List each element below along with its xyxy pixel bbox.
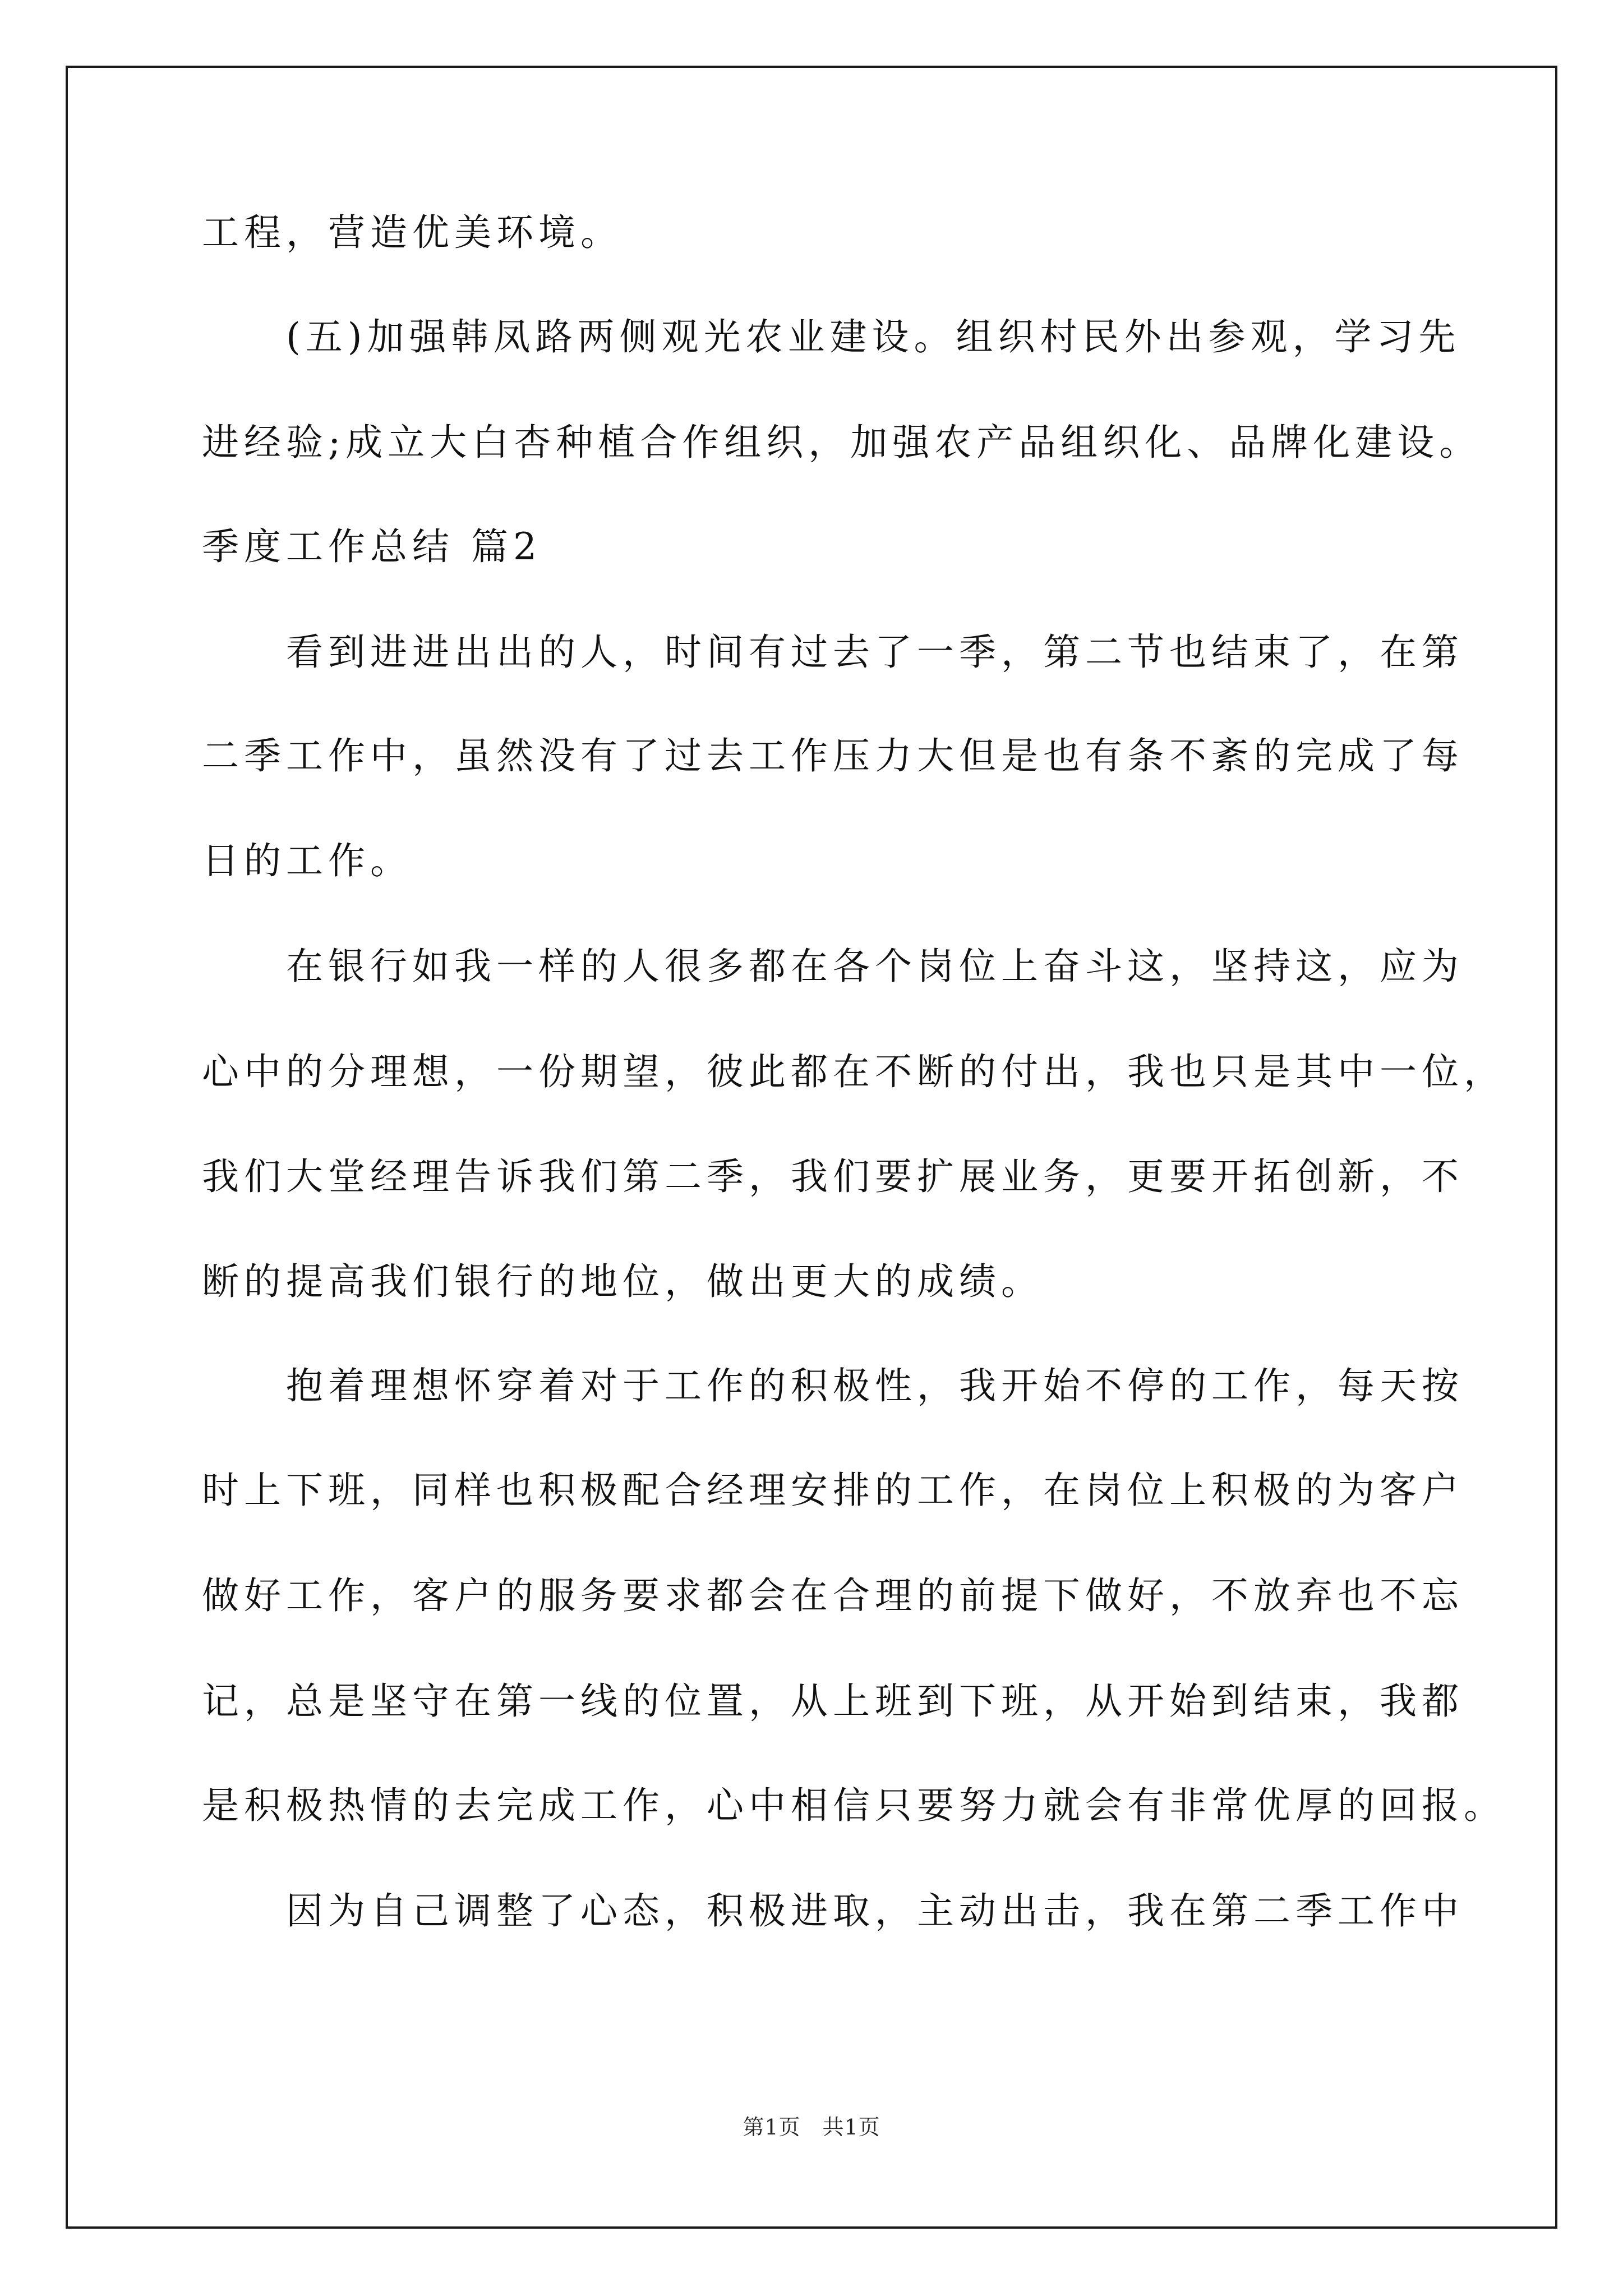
paragraph-line: 抱着理想怀穿着对于工作的积极性，我开始不停的工作，每天按 <box>286 1364 1464 1407</box>
paragraph-line: 是积极热情的去完成工作，心中相信只要努力就会有非常优厚的回报。 <box>202 1784 1506 1827</box>
paragraph-line: 记，总是坚守在第一线的位置，从上班到下班，从开始到结束，我都 <box>202 1680 1464 1723</box>
paragraph-line: 做好工作，客户的服务要求都会在合理的前提下做好，不放弃也不忘 <box>202 1574 1464 1617</box>
paragraph-line: 二季工作中，虽然没有了过去工作压力大但是也有条不紊的完成了每 <box>202 734 1464 777</box>
paragraph-line: 工程，营造优美环境。 <box>202 211 623 254</box>
section-heading: 季度工作总结 篇2 <box>202 525 542 568</box>
paragraph-line: 我们大堂经理告诉我们第二季，我们要扩展业务，更要开拓创新，不 <box>202 1155 1464 1198</box>
page-number-footer: 第1页 共1页 <box>743 2115 880 2139</box>
paragraph-line: 在银行如我一样的人很多都在各个岗位上奋斗这，坚持这，应为 <box>286 945 1464 988</box>
paragraph-line: 心中的分理想，一份期望，彼此都在不断的付出，我也只是其中一位， <box>202 1050 1506 1093</box>
paragraph-line: 因为自己调整了心态，积极进取，主动出击，我在第二季工作中 <box>286 1889 1464 1932</box>
paragraph-line: 时上下班，同样也积极配合经理安排的工作，在岗位上积极的为客户 <box>202 1469 1464 1512</box>
paragraph-line: 进经验;成立大白杏种植合作组织，加强农产品组织化、品牌化建设。 <box>202 421 1482 464</box>
paragraph-line: 日的工作。 <box>202 839 412 882</box>
paragraph-line: 断的提高我们银行的地位，做出更大的成绩。 <box>202 1260 1043 1303</box>
paragraph-line: (五)加强韩凤路两侧观光农业建设。组织村民外出参观，学习先 <box>286 315 1461 358</box>
paragraph-line: 看到进进出出的人，时间有过去了一季，第二节也结束了，在第 <box>286 631 1464 674</box>
